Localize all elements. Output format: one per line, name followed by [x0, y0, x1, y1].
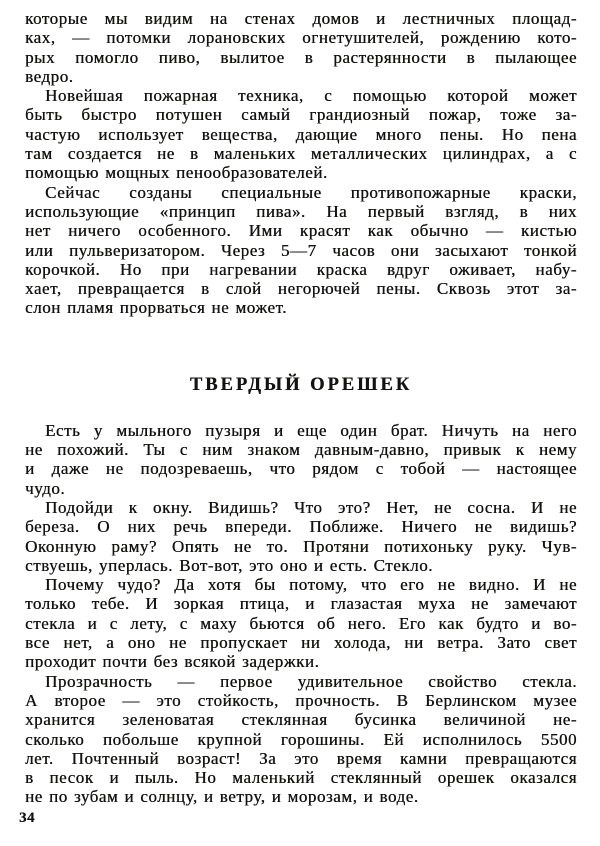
text-line: в песок и пыль. Но маленький стеклянный орешек оказался: [25, 768, 577, 788]
text-line: рых помогло пиво, вылитое в растерянности в пылающее: [25, 47, 577, 67]
chapter-heading: ТВЕРДЫЙ ОРЕШЕК: [189, 374, 413, 395]
text-line: которые мы видим на стенах домов и лестничных площад-: [25, 9, 577, 28]
text-line: корочкой. Но при нагревании краска вдруг оживает, набу-: [25, 259, 577, 279]
text-line: Почему чудо? Да хотя бы потому, что его не видно. И не: [45, 575, 577, 595]
text-line: там создается не в маленьких металлических цилиндрах, а с: [25, 144, 577, 164]
text-line: хранится зеленоватая стеклянная бусинка величиной не-: [25, 710, 577, 730]
paragraph: [25, 9, 577, 86]
paragraph: [25, 672, 577, 807]
text-line: или пульверизатором. Через 5—7 часов они засыхают тонкой: [25, 240, 577, 260]
text-line: береза. О них речь впереди. Поближе. Ничего не видишь?: [25, 517, 577, 537]
text-line: чудо.: [25, 478, 66, 498]
paragraph: [25, 498, 577, 575]
text-line: только тебе. И зоркая птица, и глазастая муха не замечают: [25, 594, 577, 614]
text-line: не по зубам и солнцу, и ветру, и морозам, и воде.: [25, 787, 419, 807]
text-line: слон пламя прорваться не может.: [25, 298, 287, 318]
text-line: не похожий. Ты с ним знаком давным-давно, привык к нему: [25, 440, 577, 460]
text-line: проходит почти без всякой задержки.: [25, 652, 320, 672]
text-line: использующие «принцип пива». На первый взгляд, в них: [25, 201, 577, 221]
text-line: все нет, а оно не пропускает ни холода, ни ветра. Зато свет: [25, 633, 577, 653]
page-number: 34: [19, 810, 35, 826]
text-line: помощью мощных пенообразователей.: [25, 163, 328, 183]
text-line: стекла и с лету, с маху бьются об него. Его как будто и во-: [25, 613, 577, 633]
text-line: Новейшая пожарная техника, с помощью которой может: [45, 86, 577, 106]
text-line: Подойди к окну. Видишь? Что это? Нет, не сосна. И не: [45, 497, 577, 517]
paragraph: [25, 86, 577, 182]
text-line: нет ничего особенного. Ими красят как обычно — кистью: [25, 221, 577, 241]
text-line: и даже не подозреваешь, что рядом с тобой — настоящее: [25, 459, 577, 479]
text-line: быть быстро потушен самый грандиозный пожар, тоже за-: [25, 105, 577, 125]
paragraph: [25, 183, 577, 318]
paragraph: [25, 575, 577, 671]
text-line: Сейчас созданы специальные противопожарные краски,: [45, 182, 577, 202]
text-line: ках, — потомки лорановских огнетушителей, рождению кото-: [25, 28, 577, 48]
text-line: лет. Почтенный возраст! За это время камни превращаются: [25, 748, 577, 768]
text-line: ствуешь, уперлась. Вот-вот, это оно и есть. Стекло.: [25, 555, 433, 575]
text-line: хает, превращается в слой негорючей пены. Сквозь этот за-: [25, 279, 577, 299]
text-block: [25, 9, 577, 807]
text-line: А второе — это стойкость, прочность. В Берлинском музее: [25, 690, 577, 710]
text-line: ведро.: [25, 66, 74, 86]
text-line: Прозрачность — первое удивительное свойство стекла.: [45, 671, 577, 691]
paragraph: [25, 421, 577, 498]
text-line: Оконную раму? Опять не то. Протяни потихоньку руку. Чув-: [25, 536, 577, 556]
text-line: частую использует вещества, дающие много пены. Но пена: [25, 124, 577, 144]
text-line: сколько побольше крупной горошины. Ей исполнилось 5500: [25, 729, 577, 749]
text-line: Есть у мыльного пузыря и еще один брат. Ничуть на него: [45, 420, 577, 440]
